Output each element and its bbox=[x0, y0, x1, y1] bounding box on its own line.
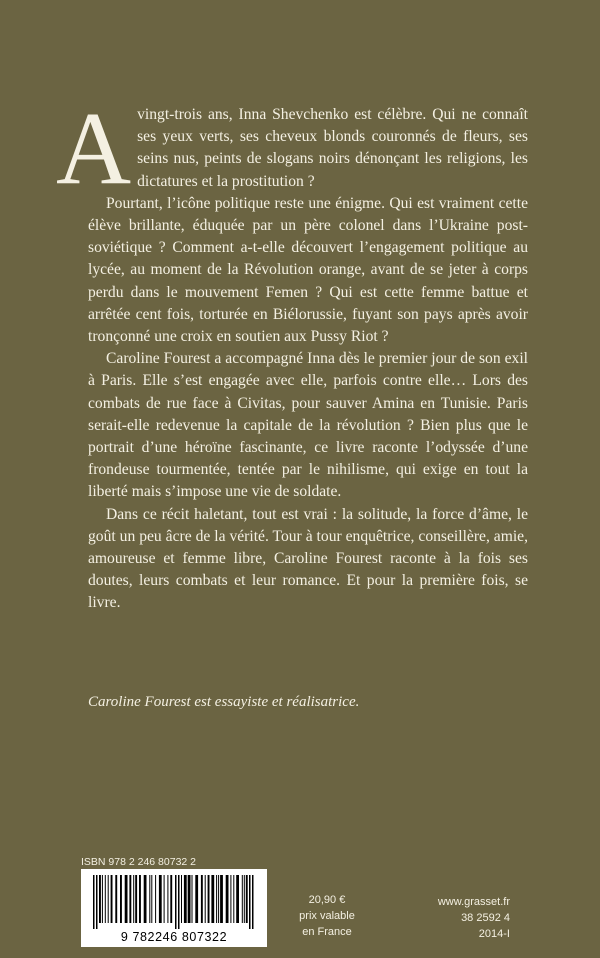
blurb-paragraph-1 bbox=[56, 91, 528, 206]
blurb-paragraph-2: Pourtant, l’icône politique reste une énigme. Qui est vraiment cette élève brillante, éduquée par un père colonel dans l’Ukraine post-soviétique ? Comment a-t-elle découvert l’engagement politique au lycée, au moment de la Révolution orange, avant de se jeter à corps perdu dans le mouvement Femen ? Qui est cette femme battue et arrêtée cent fois, torturée en Biélorussie, fuyant son pays après avoir tronçonné une croix en soutien aux Pussy Riot ? bbox=[88, 194, 528, 346]
publisher-block bbox=[420, 894, 510, 942]
back-cover-text bbox=[56, 91, 528, 615]
blurb-paragraph-1-text: vingt-trois ans, Inna Shevchenko est célèbre. Qui ne connaît ses yeux verts, ses cheveux blonds couronnés de fleurs, ses seins nus, peints de slogans noirs dénonçant les religions, les dictatures et la prostitution ? bbox=[137, 106, 528, 190]
barcode-digits: 9 782246 807322 bbox=[120, 930, 228, 944]
barcode-block bbox=[81, 855, 267, 947]
price-validity-line2: en France bbox=[302, 926, 352, 938]
barcode-bars bbox=[93, 875, 255, 929]
drop-cap: A bbox=[56, 91, 132, 206]
isbn-label: ISBN 978 2 246 80732 2 bbox=[81, 856, 197, 868]
publisher-code: 38 2592 4 bbox=[461, 912, 510, 924]
price-amount: 20,90 € bbox=[308, 894, 346, 906]
blurb-paragraph-3: Caroline Fourest a accompagné Inna dès le premier jour de son exil à Paris. Elle s’est engagée avec elle, parfois contre elle… Lors des combats de rue face à Civitas, pour sauver Amina en Tunisie. Paris serait-elle redevenue la capitale de la révolution ? Bien plus que le portrait d’une héroïne fascinante, ce livre raconte l’odyssée d’une frondeuse tourmentée, tentée par le nihilisme, qui exige en tout la liberté mais s’impose une vie de soldate. bbox=[88, 350, 528, 501]
barcode bbox=[81, 869, 267, 947]
price-block bbox=[272, 892, 382, 940]
publisher-edition: 2014-I bbox=[478, 928, 510, 940]
author-note: Caroline Fourest est essayiste et réalisatrice. bbox=[88, 694, 360, 710]
blurb-paragraph-4: Dans ce récit haletant, tout est vrai : la solitude, la force d’âme, le goût un peu âcre de la vérité. Tour à tour enquêtrice, conseillère, amie, amoureuse et femme libre, Caroline Fourest raconte à la fois ses doutes, leurs combats et leur romance. Et pour la première fois, se livre. bbox=[88, 505, 528, 612]
publisher-website: www.grasset.fr bbox=[437, 896, 510, 908]
price-validity-line1: prix valable bbox=[299, 910, 355, 922]
